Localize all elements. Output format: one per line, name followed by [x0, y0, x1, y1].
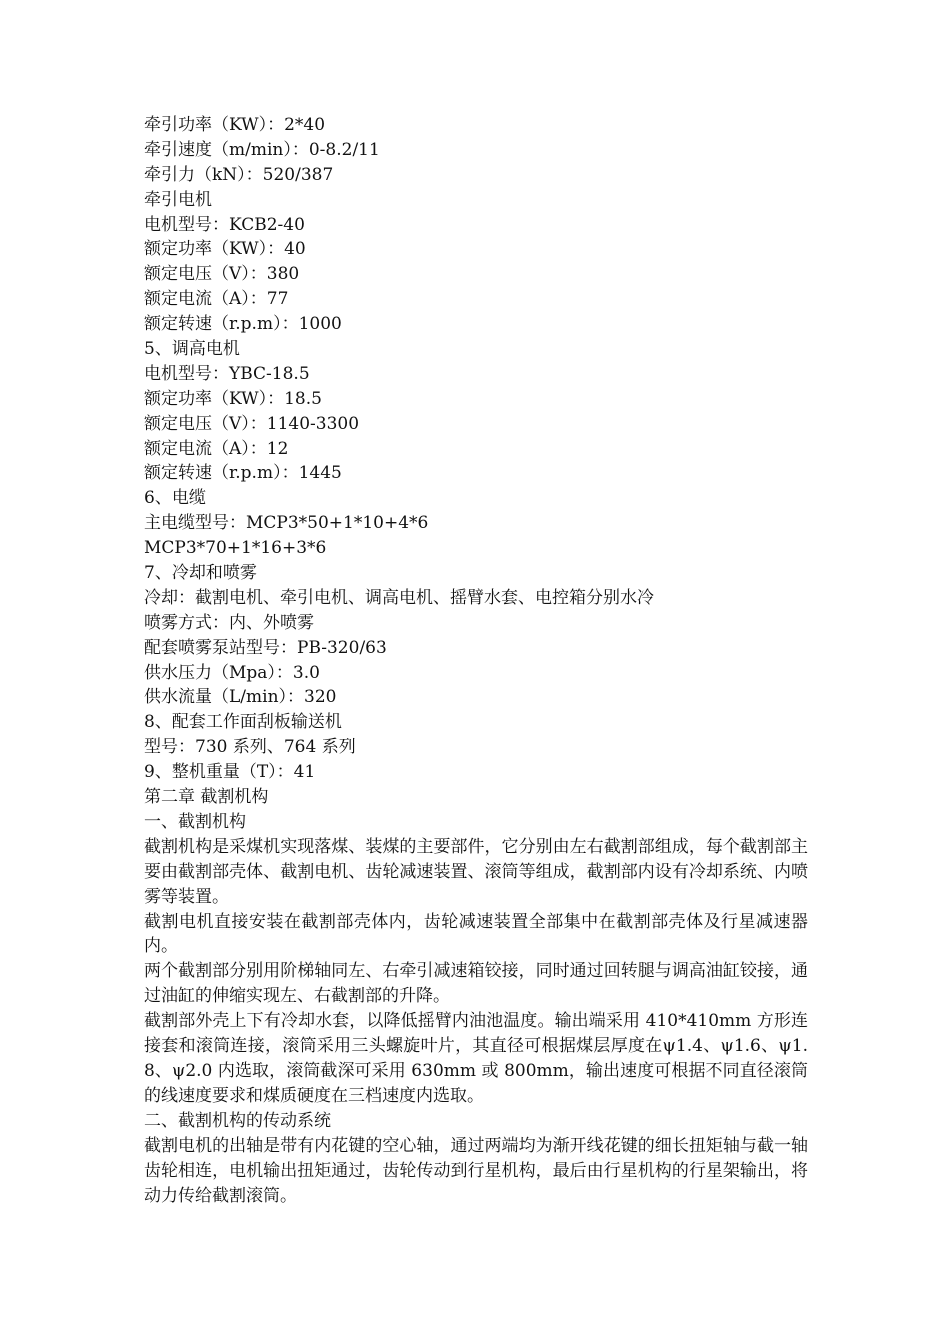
spec-line-rated-power: 额定功率（KW）：40: [144, 239, 306, 260]
spec-line-pump-station: 配套喷雾泵站型号：PB-320/63: [144, 637, 387, 658]
section-heading-conveyor: 8、配套工作面刮板输送机: [144, 712, 342, 733]
document-body: [144, 113, 808, 1208]
spec-line-traction-speed: 牵引速度（m/min）：0-8.2/11: [144, 139, 380, 160]
body-paragraph: 截割电机直接安装在截割部壳体内，齿轮减速装置全部集中在截割部壳体及行星减速器内。: [144, 911, 808, 957]
spec-line-rated-speed: 额定转速（r.p.m）：1445: [144, 463, 342, 484]
spec-line-rated-current: 额定电流（A）：12: [144, 438, 289, 459]
body-paragraph: 截割部外壳上下有冷却水套，以降低摇臂内油池温度。输出端采用 410*410mm 方形连接套和滚筒连接，滚筒采用三头螺旋叶片，其直径可根据煤层厚度在ψ1.4、ψ1.6、ψ1.8、ψ2.0 内选取，滚筒截深可采用 630mm 或 800mm，输出速度可根据不同直径滚筒的线速度要求和煤质硬度在三档速度内选取。: [144, 1011, 808, 1106]
section-heading-height-motor: 5、调高电机: [144, 339, 240, 360]
spec-line-rated-power: 额定功率（KW）：18.5: [144, 388, 322, 409]
spec-line-motor-model: 电机型号：KCB2-40: [144, 214, 305, 235]
spec-line-rated-speed: 额定转速（r.p.m）：1000: [144, 314, 342, 335]
section-heading-cooling-spray: 7、冷却和喷雾: [144, 563, 257, 584]
spec-line-rated-current: 额定电流（A）：77: [144, 289, 289, 310]
spec-line-cable-alt: MCP3*70+1*16+3*6: [144, 538, 327, 559]
spec-line-water-flow: 供水流量（L/min）：320: [144, 687, 337, 708]
spec-line-rated-voltage: 额定电压（V）：1140-3300: [144, 413, 360, 434]
chapter-heading: 第二章 截割机构: [144, 787, 269, 808]
body-paragraph: 截割电机的出轴是带有内花键的空心轴，通过两端均为渐开线花键的细长扭矩轴与截一轴齿轮相连，电机输出扭矩通过，齿轮传动到行星机构，最后由行星机构的行星架输出，将动力传给截割滚筒。: [144, 1135, 808, 1206]
spec-line-motor-model: 电机型号：YBC-18.5: [144, 363, 310, 384]
spec-line-rated-voltage: 额定电压（V）：380: [144, 264, 300, 285]
spec-line-conveyor-model: 型号：730 系列、764 系列: [144, 737, 356, 758]
section-heading-transmission: 二、截割机构的传动系统: [144, 1110, 331, 1131]
spec-line-spray-mode: 喷雾方式：内、外喷雾: [144, 612, 314, 633]
section-heading-cable: 6、电缆: [144, 488, 206, 509]
body-paragraph: 两个截割部分别用阶梯轴同左、右牵引减速箱铰接，同时通过回转腿与调高油缸铰接，通过油缸的伸缩实现左、右截割部的升降。: [144, 961, 808, 1007]
spec-line-traction-power: 牵引功率（KW）：2*40: [144, 115, 326, 135]
spec-line-traction-force: 牵引力（kN）：520/387: [144, 164, 334, 185]
spec-line-cooling: 冷却：截割电机、牵引电机、调高电机、摇臂水套、电控箱分别水冷: [144, 587, 654, 608]
spec-line-main-cable: 主电缆型号：MCP3*50+1*10+4*6: [144, 513, 429, 534]
section-heading-weight: 9、整机重量（T）：41: [144, 762, 316, 783]
subheading-traction-motor: 牵引电机: [144, 189, 212, 210]
section-heading-cutting-mechanism: 一、截割机构: [144, 811, 246, 832]
spec-line-water-pressure: 供水压力（Mpa）：3.0: [144, 662, 320, 683]
body-paragraph: 截割机构是采煤机实现落煤、装煤的主要部件，它分别由左右截割部组成，每个截割部主要由截割部壳体、截割电机、齿轮减速装置、滚筒等组成，截割部内设有冷却系统、内喷雾等装置。: [144, 836, 808, 907]
